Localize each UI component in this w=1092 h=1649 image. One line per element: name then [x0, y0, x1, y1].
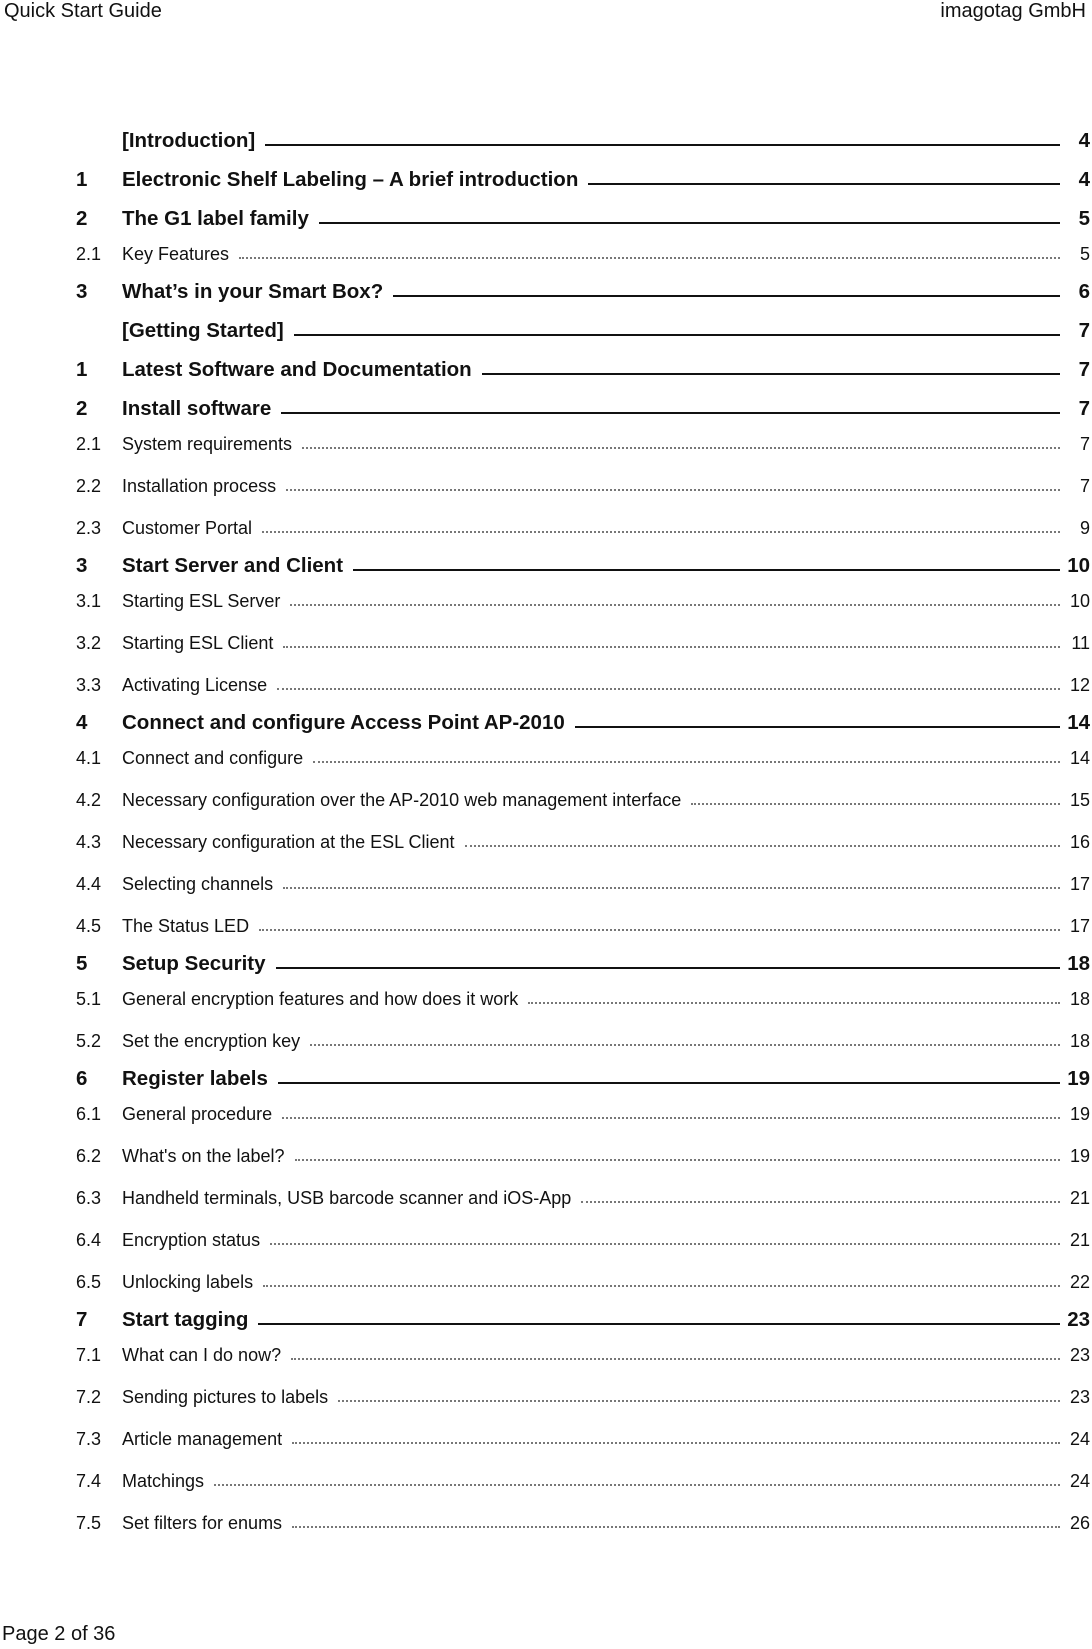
toc-entry-title: The Status LED [122, 916, 250, 936]
toc-chapter-entry[interactable] [76, 192, 1090, 231]
toc-entry-number: 2.3 [76, 518, 102, 538]
toc-leader-line [319, 221, 1060, 224]
toc-leader-line [528, 1001, 1060, 1004]
toc-leader-line [295, 1158, 1060, 1161]
toc-leader-line [310, 1043, 1060, 1046]
toc-entry-number: 4.1 [76, 748, 102, 768]
toc-entry-title: [Getting Started] [122, 319, 284, 342]
toc-entry-title: Start tagging [122, 1308, 249, 1331]
toc-section-entry[interactable] [76, 1408, 1090, 1450]
toc-entry-title: Set the encryption key [122, 1031, 301, 1051]
toc-leader-line [259, 928, 1060, 931]
toc-entry-number: 5 [76, 952, 88, 975]
toc-entry-title: Connect and configure Access Point AP-2010 [122, 711, 565, 734]
toc-entry-page-number: 26 [1069, 1513, 1090, 1533]
toc-entry-number: 3.2 [76, 633, 102, 653]
toc-section-entry[interactable] [76, 811, 1090, 853]
toc-entry-title: Starting ESL Client [122, 633, 274, 653]
toc-section-entry[interactable] [76, 1492, 1090, 1534]
toc-leader-line [294, 333, 1060, 336]
toc-entry-page-number: 23 [1069, 1387, 1090, 1407]
toc-entry-page-number: 17 [1069, 874, 1090, 894]
toc-section-entry[interactable] [76, 1125, 1090, 1167]
toc-entry-page-number: 21 [1069, 1230, 1090, 1250]
toc-leader-line [302, 446, 1060, 449]
toc-entry-page-number: 14 [1069, 748, 1090, 768]
toc-entry-page-number: 14 [1067, 711, 1090, 734]
toc-chapter-entry[interactable] [76, 343, 1090, 382]
toc-section-entry[interactable] [76, 1091, 1090, 1125]
toc-entry-number: 6.2 [76, 1146, 102, 1166]
toc-entry-title: Install software [122, 397, 272, 420]
toc-chapter-entry[interactable] [76, 382, 1090, 421]
toc-entry-number: 4.2 [76, 790, 102, 810]
toc-entry-number: 1 [76, 168, 88, 191]
toc-entry-title: What can I do now? [122, 1345, 282, 1365]
toc-entry-title: Set filters for enums [122, 1513, 283, 1533]
toc-entry-page-number: 23 [1067, 1308, 1090, 1331]
toc-entry-number: 2.1 [76, 244, 102, 264]
toc-entry-number: 2.2 [76, 476, 102, 496]
toc-entry-page-number: 18 [1069, 1031, 1090, 1051]
toc-leader-line [575, 725, 1060, 728]
toc-entry-title: Encryption status [122, 1230, 261, 1250]
toc-entry-number: 7.2 [76, 1387, 102, 1407]
toc-entry-title: Article management [122, 1429, 283, 1449]
toc-leader-line [270, 1242, 1060, 1245]
toc-leader-line [263, 1284, 1060, 1287]
toc-entry-number: 3 [76, 554, 88, 577]
toc-entry-number: 7.1 [76, 1345, 102, 1365]
toc-section-entry[interactable] [76, 1450, 1090, 1492]
toc-chapter-entry[interactable] [76, 265, 1090, 304]
toc-chapter-entry[interactable] [76, 304, 1090, 343]
toc-entry-number: 5.1 [76, 989, 102, 1009]
toc-entry-page-number: 24 [1069, 1429, 1090, 1449]
toc-leader-line [292, 1441, 1060, 1444]
toc-entry-page-number: 18 [1067, 952, 1090, 975]
page-number-footer: Page 2 of 36 [2, 1623, 116, 1645]
toc-entry-page-number: 19 [1067, 1067, 1090, 1090]
toc-chapter-entry[interactable] [76, 539, 1090, 578]
toc-leader-line [338, 1399, 1060, 1402]
toc-chapter-entry[interactable] [76, 153, 1090, 192]
toc-entry-page-number: 19 [1069, 1104, 1090, 1124]
toc-entry-page-number: 10 [1067, 554, 1090, 577]
toc-entry-number: 4.3 [76, 832, 102, 852]
toc-entry-page-number: 4 [1078, 168, 1090, 191]
toc-entry-number: 6.5 [76, 1272, 102, 1292]
toc-entry-title: Necessary configuration at the ESL Client [122, 832, 455, 852]
toc-entry-page-number: 16 [1069, 832, 1090, 852]
toc-entry-title: What’s in your Smart Box? [122, 280, 384, 303]
toc-leader-line [588, 182, 1060, 185]
toc-entry-number: 2 [76, 207, 88, 230]
toc-entry-title: Selecting channels [122, 874, 274, 894]
toc-entry-page-number: 15 [1069, 790, 1090, 810]
toc-entry-page-number: 4 [1078, 129, 1090, 152]
toc-entry-page-number: 7 [1079, 476, 1090, 496]
toc-section-entry[interactable] [76, 1209, 1090, 1251]
toc-entry-number: 6 [76, 1067, 88, 1090]
toc-leader-line [581, 1200, 1060, 1203]
toc-leader-line [262, 530, 1060, 533]
toc-entry-title: Handheld terminals, USB barcode scanner and iOS-App [122, 1188, 572, 1208]
toc-entry-title: Sending pictures to labels [122, 1387, 329, 1407]
toc-leader-line [291, 1357, 1060, 1360]
toc-leader-line [691, 802, 1060, 805]
toc-leader-line [265, 143, 1060, 146]
toc-section-entry[interactable] [76, 976, 1090, 1010]
toc-entry-title: Activating License [122, 675, 268, 695]
toc-section-entry[interactable] [76, 612, 1090, 654]
toc-section-entry[interactable] [76, 735, 1090, 769]
toc-leader-line [465, 844, 1060, 847]
toc-entry-number: 4.4 [76, 874, 102, 894]
toc-entry-number: 3.1 [76, 591, 102, 611]
toc-entry-title: General encryption features and how does it work [122, 989, 519, 1009]
toc-entry-page-number: 9 [1079, 518, 1090, 538]
toc-chapter-entry[interactable] [76, 937, 1090, 976]
toc-entry-page-number: 17 [1069, 916, 1090, 936]
toc-entry-page-number: 10 [1069, 591, 1090, 611]
toc-chapter-entry[interactable] [76, 1052, 1090, 1091]
toc-entry-number: 7.5 [76, 1513, 102, 1533]
toc-entry-number: 4.5 [76, 916, 102, 936]
toc-section-entry[interactable] [76, 455, 1090, 497]
toc-entry-number: 2.1 [76, 434, 102, 454]
toc-entry-number: 6.4 [76, 1230, 102, 1250]
toc-entry-number: 5.2 [76, 1031, 102, 1051]
toc-entry-page-number: 21 [1069, 1188, 1090, 1208]
toc-section-entry[interactable] [76, 1366, 1090, 1408]
toc-entry-number: 1 [76, 358, 88, 381]
toc-section-entry[interactable] [76, 654, 1090, 696]
toc-entry-number: 4 [76, 711, 88, 734]
toc-entry-number: 7.3 [76, 1429, 102, 1449]
toc-entry-number: 6.3 [76, 1188, 102, 1208]
toc-entry-title: Customer Portal [122, 518, 253, 538]
toc-entry-title: Key Features [122, 244, 230, 264]
toc-section-entry[interactable] [76, 231, 1090, 265]
toc-entry-page-number: 5 [1079, 244, 1090, 264]
toc-entry-page-number: 24 [1069, 1471, 1090, 1491]
toc-entry-title: Start Server and Client [122, 554, 344, 577]
toc-section-entry[interactable] [76, 1251, 1090, 1293]
toc-leader-line [239, 256, 1060, 259]
toc-section-entry[interactable] [76, 421, 1090, 455]
toc-entry-number: 2 [76, 397, 88, 420]
toc-entry-page-number: 5 [1078, 207, 1090, 230]
toc-leader-line [393, 294, 1060, 297]
toc-entry-page-number: 11 [1071, 633, 1090, 653]
toc-leader-line [290, 603, 1060, 606]
toc-section-entry[interactable] [76, 895, 1090, 937]
toc-entry-number: 6.1 [76, 1104, 102, 1124]
toc-chapter-entry[interactable] [76, 1293, 1090, 1332]
toc-entry-page-number: 7 [1079, 434, 1090, 454]
toc-entry-title: System requirements [122, 434, 293, 454]
toc-entry-page-number: 19 [1069, 1146, 1090, 1166]
toc-leader-line [282, 1116, 1060, 1119]
toc-leader-line [283, 886, 1060, 889]
toc-leader-line [292, 1525, 1060, 1528]
toc-leader-line [258, 1322, 1060, 1325]
toc-entry-title: Connect and configure [122, 748, 304, 768]
toc-section-entry[interactable] [76, 853, 1090, 895]
toc-section-entry[interactable] [76, 497, 1090, 539]
toc-leader-line [214, 1483, 1060, 1486]
toc-section-entry[interactable] [76, 578, 1090, 612]
toc-section-entry[interactable] [76, 769, 1090, 811]
toc-entry-title: [Introduction] [122, 129, 256, 152]
toc-entry-number: 7 [76, 1308, 88, 1331]
toc-entry-page-number: 7 [1078, 397, 1090, 420]
toc-entry-title: Latest Software and Documentation [122, 358, 472, 381]
toc-leader-line [277, 687, 1060, 690]
toc-chapter-entry[interactable] [76, 114, 1090, 153]
toc-entry-title: Starting ESL Server [122, 591, 281, 611]
toc-entry-page-number: 18 [1069, 989, 1090, 1009]
toc-entry-number: 7.4 [76, 1471, 102, 1491]
toc-entry-title: Register labels [122, 1067, 268, 1090]
toc-entry-page-number: 7 [1078, 319, 1090, 342]
toc-entry-page-number: 22 [1069, 1272, 1090, 1292]
header-company-name: imagotag GmbH [940, 0, 1086, 22]
toc-section-entry[interactable] [76, 1332, 1090, 1366]
table-of-contents [76, 114, 1090, 1534]
toc-entry-title: Matchings [122, 1471, 205, 1491]
toc-section-entry[interactable] [76, 1167, 1090, 1209]
toc-leader-line [313, 760, 1060, 763]
toc-leader-line [353, 568, 1060, 571]
toc-entry-page-number: 23 [1069, 1345, 1090, 1365]
toc-entry-title: Necessary configuration over the AP-2010 web management interface [122, 790, 682, 810]
toc-leader-line [283, 645, 1060, 648]
toc-chapter-entry[interactable] [76, 696, 1090, 735]
toc-entry-title: Unlocking labels [122, 1272, 254, 1292]
toc-entry-page-number: 7 [1078, 358, 1090, 381]
toc-entry-page-number: 6 [1078, 280, 1090, 303]
toc-entry-title: General procedure [122, 1104, 273, 1124]
toc-entry-number: 3.3 [76, 675, 102, 695]
toc-entry-page-number: 12 [1069, 675, 1090, 695]
toc-section-entry[interactable] [76, 1010, 1090, 1052]
toc-leader-line [276, 966, 1060, 969]
toc-leader-line [281, 411, 1060, 414]
toc-entry-title: Setup Security [122, 952, 266, 975]
toc-leader-line [482, 372, 1060, 375]
toc-leader-line [286, 488, 1060, 491]
toc-leader-line [278, 1081, 1060, 1084]
toc-entry-title: Installation process [122, 476, 277, 496]
toc-entry-title: The G1 label family [122, 207, 309, 230]
toc-entry-number: 3 [76, 280, 88, 303]
header-document-title: Quick Start Guide [4, 0, 162, 22]
toc-entry-title: What's on the label? [122, 1146, 285, 1166]
toc-entry-title: Electronic Shelf Labeling – A brief introduction [122, 168, 579, 191]
